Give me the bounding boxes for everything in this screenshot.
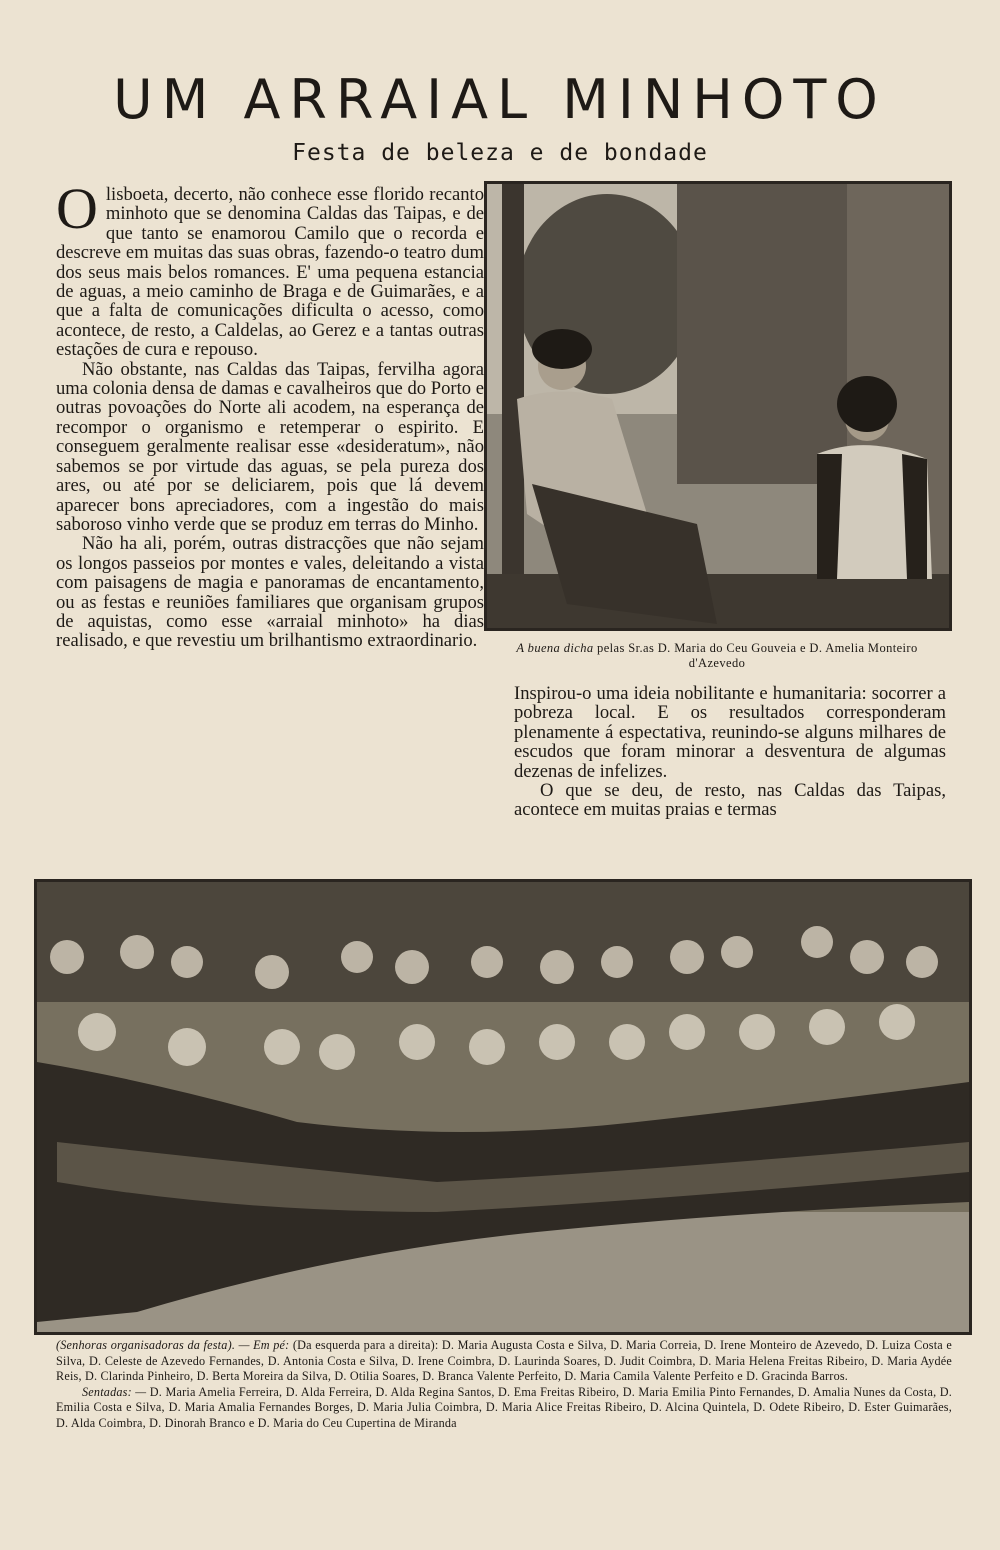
paragraph-5: O que se deu, de resto, nas Caldas das Taipas, acontece em muitas praias e termas <box>514 780 946 821</box>
photo-group-women <box>34 879 972 1335</box>
article-title: UM ARRAIAL MINHOTO <box>113 68 887 131</box>
photo-two-women-image <box>487 184 949 628</box>
right-text-column <box>514 684 946 849</box>
paragraph-2: Não obstante, nas Caldas das Taipas, fervilha agora uma colonia densa de damas e cavalheiros que do Porto e outras povoações do Norte ali acodem, na esperança de recompor o organismo e retemperar o espirito. E conseguem geralmente realisar esse «desideratum», não sabemos se por virtude das aguas, se pela pureza dos ares, ou até por se deliciarem, pois que lá devem aparecer bons apreciadores, com a ingestão do mais saboroso vinho verde que se produz em terras do Minho. <box>56 358 484 535</box>
caption-standing: (Senhoras organisadoras da festa). — Em pé: (Da esquerda para a direita): D. Maria Augusta Costa e Silva, D. Maria Correia, D. Irene Monteiro de Azevedo, D. Luiza Costa e Silva, D. Celeste de Azevedo Fernandes, D. Antonia Costa e Silva, D. Irene Coimbra, D. Laurinda Soares, D. Judit Coimbra, D. Maria Helena Freitas Ribeiro, D. Maria Aydée Reis, D. Clarinda Pinheiro, D. Berta Moreira da Silva, D. Otilia Soares, D. Branca Valente Perfeito, D. Maria Camila Valente Perfeito e D. Gracinda Barros. <box>56 1338 952 1383</box>
caption-seated: Sentadas: — D. Maria Amelia Ferreira, D. Alda Ferreira, D. Alda Regina Santos, D. Ema Freitas Ribeiro, D. Maria Emilia Pinto Fernandes, D. Amalia Nunes da Costa, D. Emilia Costa e Silva, D. Maria Amalia Fernandes Borges, D. Maria Julia Coimbra, D. Maria Alice Freitas Ribeiro, D. Alcina Quintela, D. Odete Ribeiro, D. Ester Guimarães, D. Alda Coimbra, D. Dinorah Branco e D. Maria do Ceu Cupertina de Miranda <box>56 1384 952 1430</box>
photo-group-women-caption <box>56 1338 952 1431</box>
photo-two-women <box>484 181 952 631</box>
article-subtitle: Festa de beleza e de bondade <box>292 140 708 166</box>
paragraph-3: Não ha ali, porém, outras distracções que não sejam os longos passeios por montes e vales, deleitando a vista com paisagens de magia e panoramas de encantamento, ou as festas e reuniões familiares que organisam grupos de aquistas, como esse «arraial minhoto» ha dias realisado, e que revestiu um brilhantismo extraordinario. <box>56 533 484 652</box>
photo-two-women-caption: A buena dicha pelas Sr.as D. Maria do Ceu Gouveia e D. Amelia Monteiro d'Azevedo <box>516 641 918 670</box>
drop-cap: O <box>56 185 98 241</box>
left-text-column <box>56 185 484 845</box>
paragraph-4: Inspirou-o uma ideia nobilitante e humanitaria: socorrer a pobreza local. E os resultados corresponderam plenamente á espectativa, reunindo-se alguns milhares de escudos que foram minorar a desventura de algumas dezenas de infelizes. <box>514 684 946 782</box>
photo-group-women-image <box>37 882 969 1332</box>
paragraph-1: Olisboeta, decerto, não conhece esse florido recanto minhoto que se denomina Caldas das Taipas, e de que tanto se enamorou Camilo que o recorda e descreve em muitas das suas obras, fazendo-o teatro dum dos seus mais belos romances. E' uma pequena estancia de aguas, a meio caminho de Braga e de Guimarães, e a que a falta de comunicações dificulta o acesso, como acontece, de resto, a Caldelas, ao Gerez e a tantas outras estações de cura e repouso. <box>56 185 484 361</box>
